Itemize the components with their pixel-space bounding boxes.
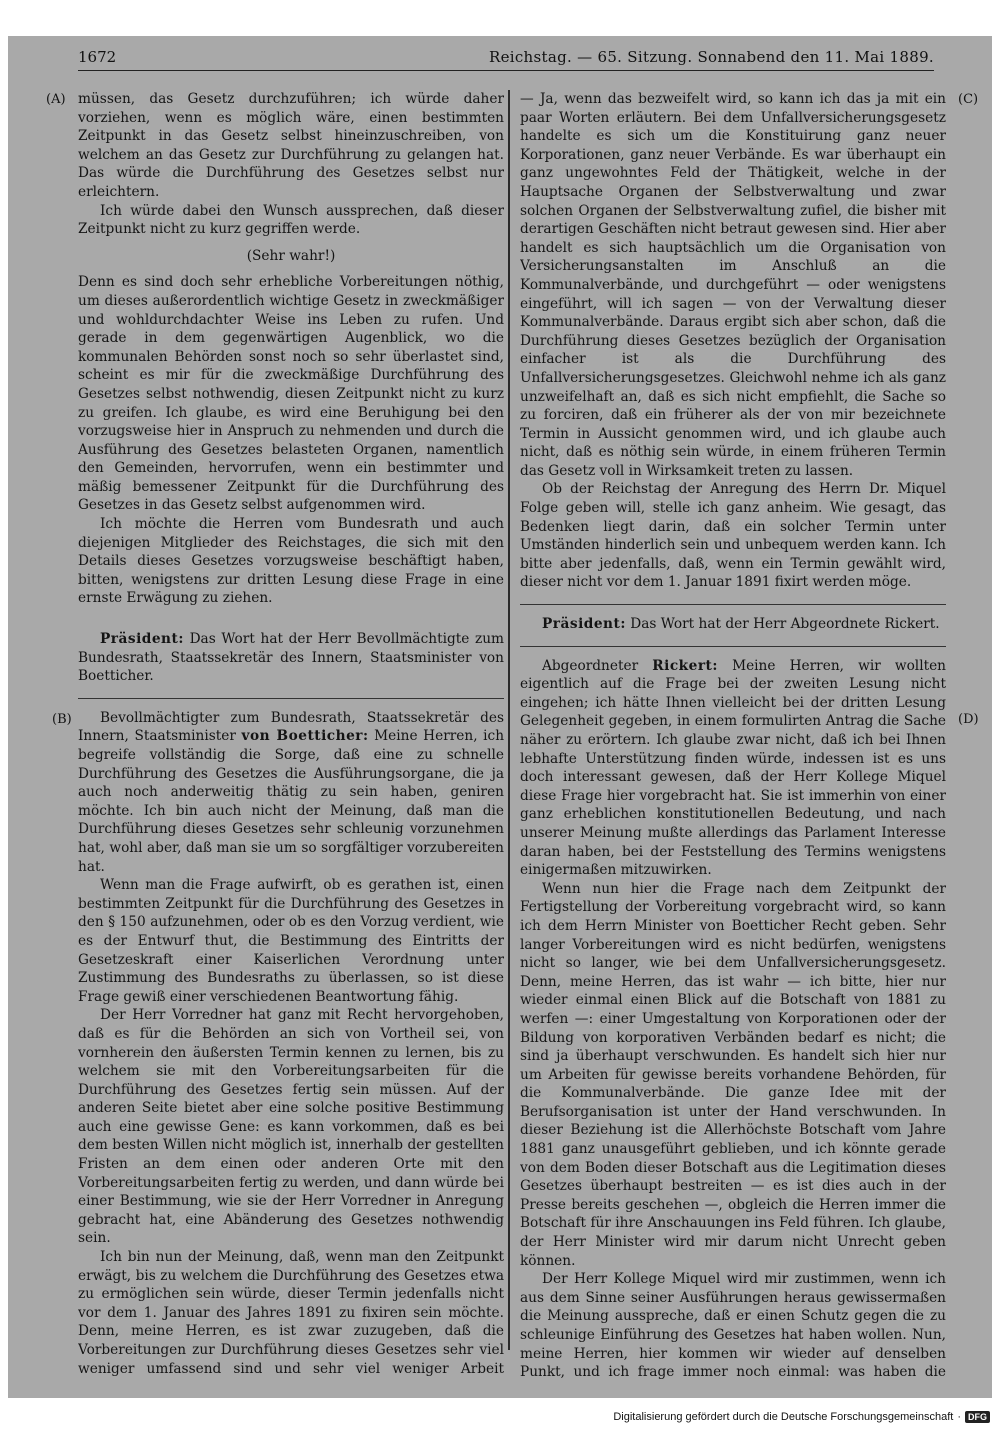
left-paragraph-6: Der Herr Vorredner hat ganz mit Recht hervorgehoben, daß es für die Behörden an sich von Vortheil sei, von vornherein den äußersten Termin kennen zu lernen, bis zu welchem sie mit den Vorbereitungsarbeiten für die Durchführung des Gesetzes fertig sein müssen. Auf der anderen Seite bietet aber eine solche positive Bestimmung auch eine gewisse Gene: es kann vorkommen, daß es bei dem besten Willen nicht möglich ist, innerhalb der gestellten Fristen an dem einen oder anderen Orte mit den Vorbereitungsarbeiten fertig zu werden, und dann würde bei einer Bestimmung, wie sie der Herr Vorredner in Anregung gebracht hat, eine Abänderung des Gesetzes nothwendig sein. (78, 1007, 504, 1247)
margin-mark-b: (B) (52, 712, 72, 727)
left-paragraph-2: Ich würde dabei den Wunsch aussprechen, daß dieser Zeitpunkt nicht zu kurz gegriffen werde. (78, 202, 504, 238)
page-header (78, 48, 934, 71)
margin-mark-c: (C) (958, 92, 979, 107)
margin-mark-a: (A) (46, 92, 66, 107)
column-divider (508, 90, 510, 1350)
left-interjection-1: (Sehr wahr!) (246, 247, 336, 264)
speaker-text: Meine Herren, wir wollten eigentlich auf die Frage bei der zweiten Lesung nicht eingehen; ich hätte Ihnen vielleicht bei der dritten Lesung Gelegenheit gegeben, in einem formulirten Antrag die Sache näher zu erörtern. Ich glaube zwar nicht, daß ich bei Ihnen lebhafte Unterstützung finden würde, indessen ist es uns doch interessant gewesen, daß der Herr Kollege Miquel diese Frage hier vorgebracht hat. Sie ist immerhin von einer ganz erheblichen konstitutionellen Bedeutung, und nach unserer Meinung mußte allerdings das Parlament Interesse daran haben, bei der Feststellung des Termins wenigstens einigermaßen mitzuwirken. (520, 657, 946, 879)
speaker-text: Meine Herren, ich begreife vollständig die Sorge, daß eine zu schnelle Durchführung des Gesetzes die Ausführungsorgane, die ja auch noch anderweitig thätig zu sein haben, geniren möchte. Ich bin auch nicht der Meinung, daß man die Durchführung dieses Gesetzes sehr schleunig vorzunehmen hat, wohl aber, daß man sie um so sorgfältiger vorzubereiten hat. (78, 728, 504, 875)
running-title: Reichstag. — 65. Sitzung. Sonnabend den 11. Mai 1889. (488, 48, 934, 66)
right-president-statement (520, 615, 946, 634)
right-paragraph-2: Ob der Reichstag der Anregung des Herrn Dr. Miquel Folge geben will, stelle ich ganz anheim. Wie gesagt, das Bedenken liegt darin, daß ein solcher Termin unter Umständen hinderlich sein und unbequem werden kann. Ich bitte aber jedenfalls, daß, wenn ein Termin gewählt wird, dieser nicht vor dem 1. Januar 1891 fixirt werden möge. (520, 481, 946, 591)
left-paragraph-1: müssen, das Gesetz durchzuführen; ich würde daher vorziehen, wenn es möglich wäre, einen bestimmten Zeitpunkt in das Gesetz selbst hineinzuschreiben, von welchem an das Gesetz zur Durchführung zu gelangen hat. Das würde die Durchführung des Gesetzes selbst nur erleichtern. (78, 91, 504, 200)
speaker-name: von Boetticher: (241, 728, 369, 745)
speaker-name: Rickert: (652, 657, 718, 674)
president-separator (520, 604, 946, 605)
footer-text: Digitalisierung gefördert durch die Deutsche Forschungsgemeinschaft (613, 1411, 954, 1423)
page-number: 1672 (78, 48, 117, 66)
speaker-intro: Abgeordneter (542, 657, 639, 674)
speaker-separator (78, 698, 504, 699)
president-label: Präsident: (542, 616, 626, 633)
margin-mark-d: (D) (958, 712, 979, 727)
president-label: Präsident: (100, 631, 184, 648)
left-speaker-statement (78, 709, 504, 876)
right-paragraph-1: — Ja, wenn das bezweifelt wird, so kann ich das ja mit ein paar Worten erläutern. Bei dem Unfallversicherungsgesetz handelte es sich um die Konstituirung ganz neuer Korporationen, ganz neuer Verbände. Es war überhaupt ein ganz ungewohntes Feld der Thätigkeit, welche in der Hauptsache Organen der Selbstverwaltung und zwar solchen Organen der Selbstverwaltung zufiel, die bisher mit derartigen Geschäften nicht betraut gewesen sind. Hier aber handelt es sich hauptsächlich um die Organisation von Versicherungsanstalten im Anschluß an die Kommunalverbände, und durchgeführt — oder wenigstens eingeführt, will ich sagen — von der Verwaltung dieser Kommunalverbände. Daraus ergibt sich aber schon, daß die Durchführung dieses Gesetzes bezüglich der Organisation einfacher ist als die Durchführung des Unfallversicherungsgesetzes. Gleichwohl nehme ich als ganz unzweifelhaft an, daß es sich nicht empfiehlt, die Sache so zu forciren, daß ein früherer als der von mir bezeichnete Termin in Aussicht genommen wird, und ich glaube auch nicht, daß es nöthig sein würde, in einem früheren Termin das Gesetz voll in Wirksamkeit treten zu lassen. (520, 91, 946, 479)
left-column (78, 90, 504, 1380)
document-page (8, 36, 992, 1398)
dfg-logo: DFG (965, 1411, 990, 1423)
right-paragraph-3: Wenn nun hier die Frage nach dem Zeitpunkt der Fertigstellung der Vorbereitung vorgebracht wird, so kann ich dem Herrn Minister von Boetticher Recht geben. Sehr langer Vorbereitungen wird es nicht bedürfen, wenigstens nicht so langer, wie bei dem Unfallversicherungsgesetz. Denn, meine Herren, das ist wahr — ich bitte, hier nur wieder einmal einen Blick auf die Botschaft von 1881 zu werfen —: einer Umgestaltung von Korporationen oder der Bildung von korporativen Verbänden bedarf es nicht; die sind ja überhaupt verschwunden. Es handelt sich hier nur um Arbeiten für gewisse bereits vorhandene Behörden, für die Kommunalverbände. Die ganze Idee mit der Berufsorganisation ist unter der Hand verschwunden. In dieser Beziehung ist die Allerhöchste Botschaft vom Jahre 1881 ganz unausgeführt geblieben, und ich könnte gerade von dem Boden dieser Botschaft aus die Legitimation dieses Gesetzes überhaupt bestreiten — es ist dies auch in der Presse bereits geschehen —, obgleich die Herren immer die Botschaft für ihre Anschauungen ins Feld führen. Ich glaube, der Herr Minister wird mir darum nicht Unrecht geben können. (520, 880, 946, 1269)
left-paragraph-3: Denn es sind doch sehr erhebliche Vorbereitungen nöthig, um dieses außerordentlich wichtige Gesetz in zweckmäßiger und wohldurchdachter Weise ins Leben zu rufen. Und gerade in dem gegenwärtigen Augenblick, wo die kommunalen Behörden sonst noch so sehr überlastet sind, scheint es mir für die zweckmäßige Durchführung des Gesetzes selbst nothwendig, diesen Zeitpunkt nicht zu kurz zu greifen. Ich glaube, es wird eine Beruhigung bei den vorzugsweise hier in Anspruch zu nehmenden und durch die Ausführung des Gesetzes belasteten Organen, namentlich den Gemeinden, hervorrufen, wenn ein bestimmter und mäßig bemessener Zeitpunkt für die Durchführung des Gesetzes in das Gesetz selbst aufgenommen wird. (78, 274, 504, 514)
left-paragraph-5: Wenn man die Frage aufwirft, ob es gerathen ist, einen bestimmten Zeitpunkt für die Durchführung des Gesetzes in den § 150 aufzunehmen, oder ob es den Vorzug verdient, wie es der Entwurf thut, die Bestimmung des Eintritts der Gesetzeskraft einer Kaiserlichen Verordnung unter Zustimmung des Bundesraths zu überlassen, so ist diese Frage gewiß einer verschiedenen Beantwortung fähig. (78, 877, 504, 1005)
president-text: Das Wort hat der Herr Bevollmächtigte zum Bundesrath, Staatssekretär des Innern, Staatsminister von Boetticher. (78, 631, 504, 685)
left-president-statement (78, 630, 504, 686)
left-paragraph-4: Ich möchte die Herren vom Bundesrath und auch diejenigen Mitglieder des Reichstages, die sich mit den Details dieses Gesetzes vorzugsweise beschäftigt haben, bitten, wenigstens zur dritten Lesung diese Frage in eine ernste Erwägung zu ziehen. (78, 516, 504, 607)
speaker-intro: Bevollmächtigter zum Bundesrath, Staatssekretär des Innern, Staatsminister (78, 709, 504, 745)
speaker-separator (520, 646, 946, 647)
right-paragraph-4: Der Herr Kollege Miquel wird mir zustimmen, wenn ich aus dem Sinne seiner Ausführungen heraus gewissermaßen die Meinung ausspreche, daß er einen Schutz gegen die zu schleunige Einführung des Gesetzes hat haben wollen. Nun, meine Herren, hier kommen wir wieder auf denselben Punkt, und ich frage immer noch einmal: was haben die (520, 1271, 946, 1380)
president-text: Das Wort hat der Herr Abgeordnete Rickert. (630, 616, 940, 633)
right-column (520, 90, 946, 1380)
digitization-footer: Digitalisierung gefördert durch die Deutsche Forschungsgemeinschaft · DFG (613, 1411, 990, 1423)
left-paragraph-7: Ich bin nun der Meinung, daß, wenn man den Zeitpunkt erwägt, bis zu welchem die Durchführung des Gesetzes etwa zu ermöglichen sein würde, dieser Termin jedenfalls nicht vor dem 1. Januar des Jahres 1891 zu fixiren sein möchte. Denn, meine Herren, es ist zwar zuzugeben, daß die Vorbereitungen zur Durchführung dieses Gesetzes sehr viel weniger umfassend sind und sehr viel weniger Arbeit (78, 1249, 504, 1377)
right-speaker-statement (520, 657, 946, 880)
